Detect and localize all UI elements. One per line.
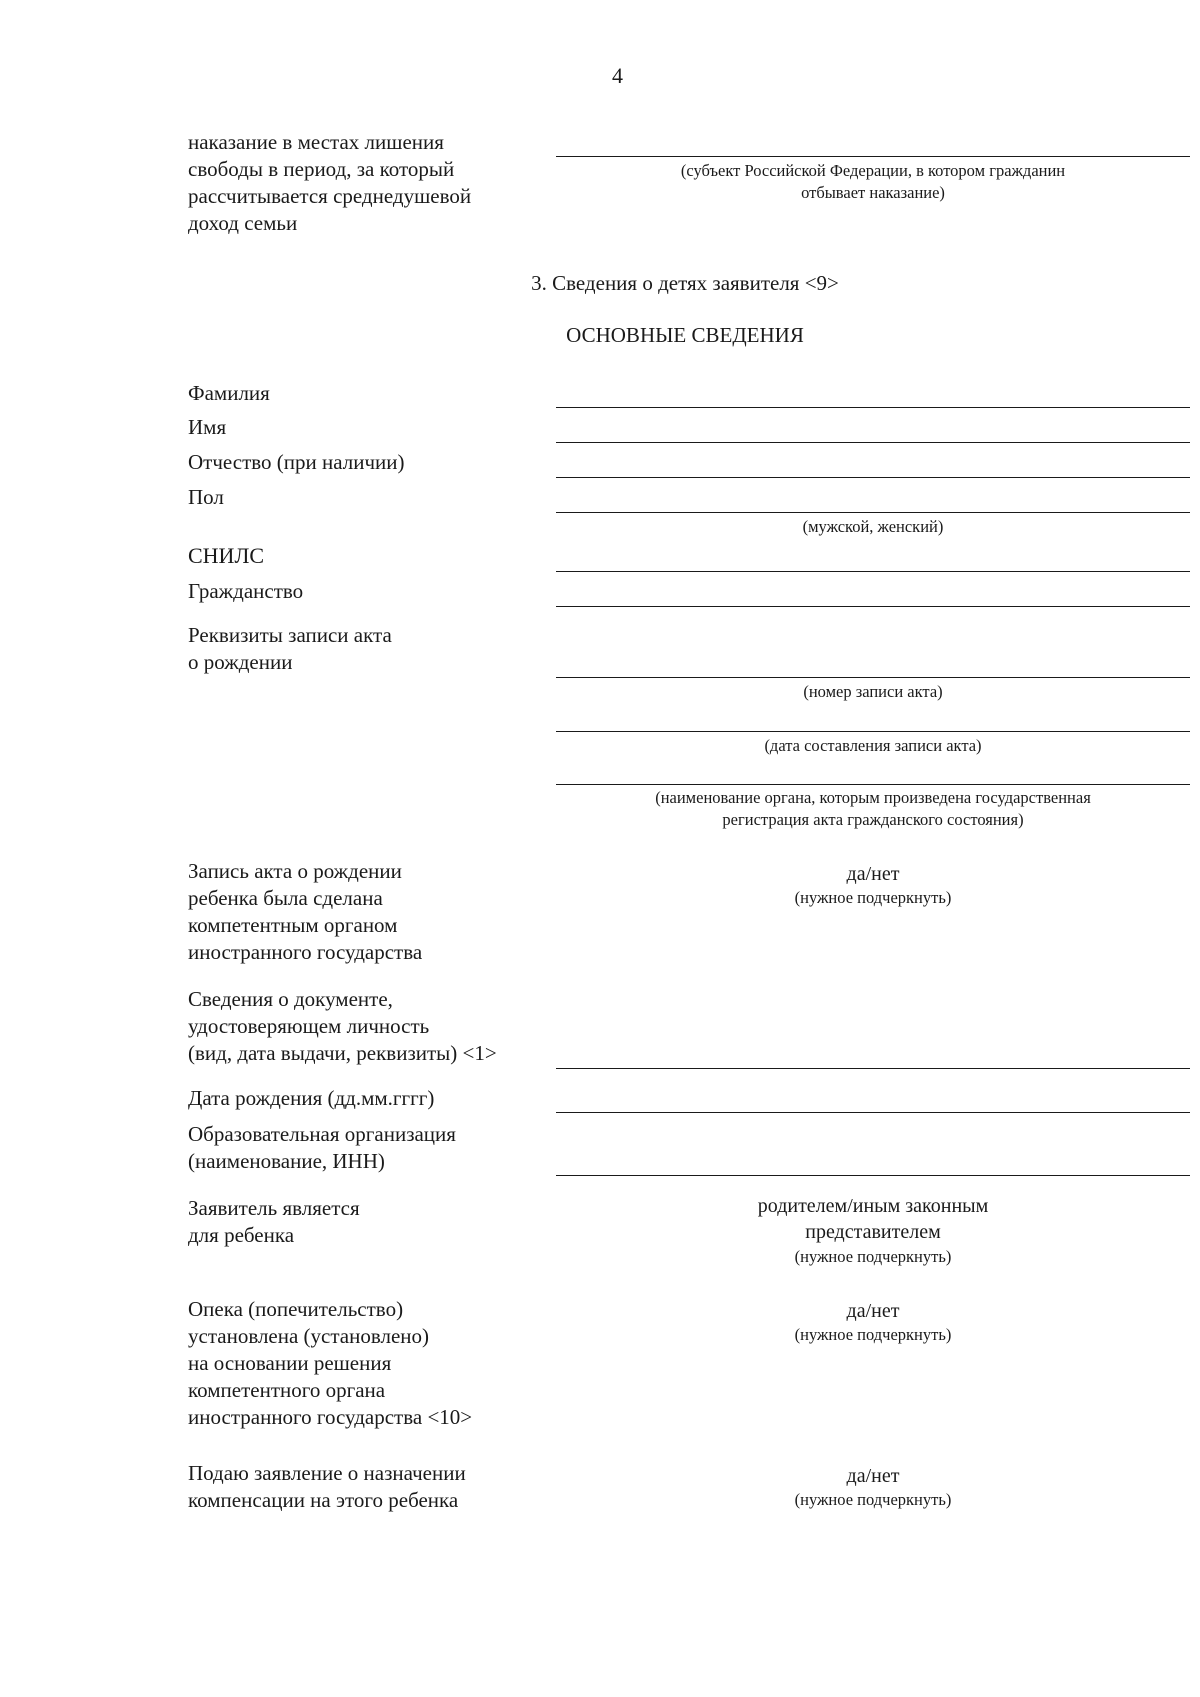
id-doc-label xyxy=(188,986,497,1067)
caption-line: (наименование органа, которым произведена государственная xyxy=(655,788,1091,807)
section-title: 3. Сведения о детях заявителя <9> xyxy=(531,271,839,295)
compensation-choice[interactable]: да/нет xyxy=(846,1465,900,1487)
id-doc-label-line: удостоверяющем личность xyxy=(188,1014,430,1038)
page-number: 4 xyxy=(612,63,623,88)
applicant-role-choice-line: представителем xyxy=(805,1221,941,1243)
record-number-caption: (номер записи акта) xyxy=(803,682,943,701)
guardianship-label-line: компетентного органа xyxy=(188,1378,386,1402)
citizenship-field[interactable] xyxy=(556,606,1190,607)
foreign-record-label-line: Запись акта о рождении xyxy=(188,859,402,883)
applicant-role-label xyxy=(188,1195,360,1249)
birth-record-label-line: Реквизиты записи акта xyxy=(188,623,392,647)
birth-record-label xyxy=(188,622,392,676)
name-field[interactable] xyxy=(556,442,1190,443)
guardianship-label-line: установлена (установлено) xyxy=(188,1324,430,1348)
record-date-caption: (дата составления записи акта) xyxy=(764,736,982,755)
patronymic-label: Отчество (при наличии) xyxy=(188,450,405,474)
caption-line: регистрация акта гражданского состояния) xyxy=(722,810,1024,829)
edu-org-label-line: Образовательная организация xyxy=(188,1122,456,1146)
snils-field[interactable] xyxy=(556,571,1190,572)
edu-org-label xyxy=(188,1121,456,1175)
birth-date-field[interactable] xyxy=(556,1112,1190,1113)
guardianship-label xyxy=(188,1296,472,1431)
punishment-label xyxy=(188,129,471,237)
record-number-field[interactable] xyxy=(556,677,1190,678)
punishment-label-line: свободы в период, за который xyxy=(188,157,455,181)
applicant-role-choice-line: родителем/иным законным xyxy=(757,1195,989,1217)
caption-line: отбывает наказание) xyxy=(801,183,945,202)
punishment-region-caption xyxy=(556,160,1190,204)
surname-field[interactable] xyxy=(556,407,1190,408)
foreign-record-hint: (нужное подчеркнуть) xyxy=(794,888,952,907)
applicant-role-choice[interactable] xyxy=(556,1193,1190,1245)
snils-label: СНИЛС xyxy=(188,543,265,568)
sex-label: Пол xyxy=(188,485,224,509)
punishment-label-line: рассчитывается среднедушевой xyxy=(188,184,472,208)
edu-org-field[interactable] xyxy=(556,1175,1190,1176)
caption-line: (субъект Российской Федерации, в котором гражданин xyxy=(680,161,1066,180)
patronymic-field[interactable] xyxy=(556,477,1190,478)
record-date-field[interactable] xyxy=(556,731,1190,732)
foreign-record-label-line: ребенка была сделана xyxy=(188,886,383,910)
foreign-record-label xyxy=(188,858,422,966)
punishment-label-line: наказание в местах лишения xyxy=(188,130,444,154)
applicant-role-label-line: Заявитель является xyxy=(188,1196,360,1220)
birth-date-label: Дата рождения (дд.мм.гггг) xyxy=(188,1086,435,1110)
guardianship-label-line: иностранного государства <10> xyxy=(188,1405,473,1429)
registry-body-caption xyxy=(556,787,1190,831)
compensation-hint: (нужное подчеркнуть) xyxy=(794,1490,952,1509)
citizenship-label: Гражданство xyxy=(188,579,304,603)
name-label: Имя xyxy=(188,415,227,439)
birth-record-label-line: о рождении xyxy=(188,650,293,674)
id-doc-label-line: (вид, дата выдачи, реквизиты) <1> xyxy=(188,1041,497,1065)
foreign-record-choice[interactable]: да/нет xyxy=(846,863,900,885)
sex-caption: (мужской, женский) xyxy=(802,517,944,536)
guardianship-hint: (нужное подчеркнуть) xyxy=(794,1325,952,1344)
guardianship-label-line: на основании решения xyxy=(188,1351,392,1375)
guardianship-label-line: Опека (попечительство) xyxy=(188,1297,404,1321)
foreign-record-label-line: иностранного государства xyxy=(188,940,423,964)
compensation-label-line: Подаю заявление о назначении xyxy=(188,1461,466,1485)
punishment-label-line: доход семьи xyxy=(188,211,298,235)
sex-field[interactable] xyxy=(556,512,1190,513)
subsection-title: ОСНОВНЫЕ СВЕДЕНИЯ xyxy=(566,323,804,347)
compensation-label xyxy=(188,1460,466,1514)
punishment-region-field[interactable] xyxy=(556,156,1190,157)
surname-label: Фамилия xyxy=(188,381,270,405)
foreign-record-label-line: компетентным органом xyxy=(188,913,398,937)
applicant-role-label-line: для ребенка xyxy=(188,1223,295,1247)
registry-body-field[interactable] xyxy=(556,784,1190,785)
id-doc-label-line: Сведения о документе, xyxy=(188,987,393,1011)
edu-org-label-line: (наименование, ИНН) xyxy=(188,1149,385,1173)
applicant-role-hint: (нужное подчеркнуть) xyxy=(794,1247,952,1266)
compensation-label-line: компенсации на этого ребенка xyxy=(188,1488,459,1512)
guardianship-choice[interactable]: да/нет xyxy=(846,1300,900,1322)
id-doc-field[interactable] xyxy=(556,1068,1190,1069)
